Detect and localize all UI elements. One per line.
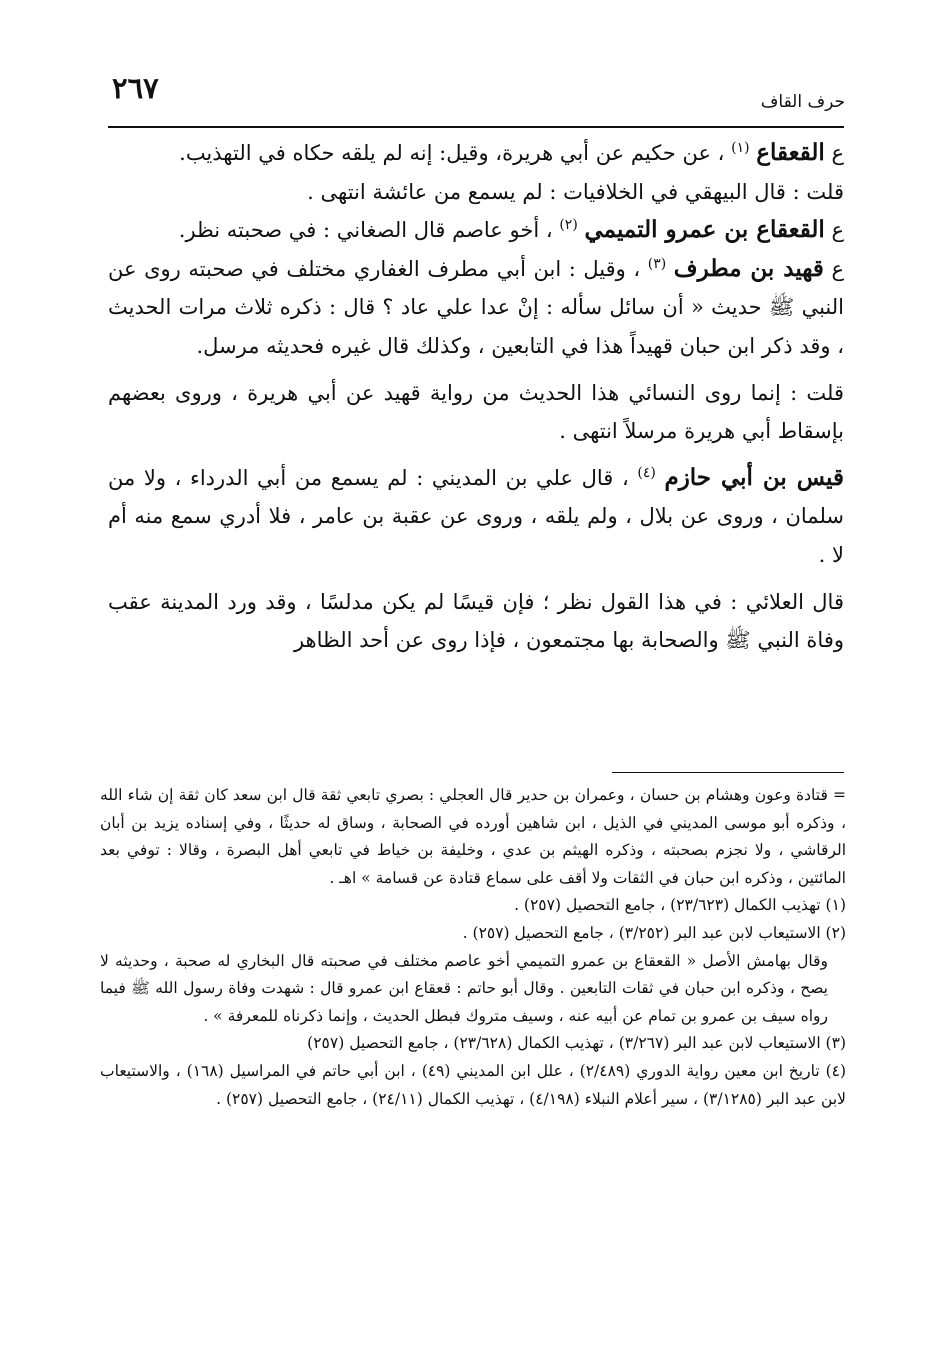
entry-paragraph	[108, 583, 844, 660]
entry-paragraph	[108, 173, 844, 212]
footnote: (٤) تاريخ ابن معين رواية الدوري (٢/٤٨٩) ، علل ابن المديني (٤٩) ، ابن أبي حاتم في المراسيل (١٦٨) ، والاستيعاب لابن عبد البر (٣/١٢٨٥) ، سير أعلام النبلاء (٤/١٩٨) ، تهذيب الكمال (٢٤/١١) ، جامع التحصيل (٢٥٧) .	[100, 1061, 847, 1108]
entry-text: ، قال علي بن المديني : لم يسمع من أبي الدرداء ، ولا من سلمان ، وروى عن بلال ، ولم يلقه ، وروى عن عقبة بن عامر ، فلا أدري سمع منه أم لا .	[108, 465, 844, 567]
footnote-ref: (٣)	[647, 255, 667, 272]
entry-paragraph	[108, 459, 844, 575]
running-header-title: حرف القاف	[760, 92, 845, 112]
footnote-rule	[612, 772, 844, 773]
header-rule	[108, 126, 844, 128]
entry-paragraph	[108, 250, 844, 366]
entry-name: القعقاع بن عمرو التميمي	[584, 216, 825, 244]
footnote: (١) تهذيب الكمال (٢٣/٦٢٣) ، جامع التحصيل (٢٥٧) .	[514, 896, 846, 915]
footnote: وقال بهامش الأصل « القعقاع بن عمرو التميمي أخو عاصم مختلف في صحبته قال البخاري له صحبة ، وحديثه لا يصح ، وذكره ابن حبان في ثقات التابعين . وقال أبو حاتم : قعقاع ابن عمرو قال : شهدت وفاة رسول الله ﷺ فيما رواه سيف بن عمرو بن تمام عن أبيه عنه ، وسيف متروك فبطل الحديث ، وإنما ذكرناه للمعرفة » .	[100, 951, 828, 1025]
entry-name: قهيد بن مطرف	[673, 254, 824, 282]
entry-name: القعقاع	[756, 139, 825, 166]
entry-marker: ع	[831, 141, 844, 165]
entry-text: قال العلائي : في هذا القول نظر ؛ فإن قيسًا لم يكن مدلسًا ، وقد ورد المدينة عقب وفاة النبي ﷺ والصحابة بها مجتمعون ، فإذا روى عن أحد الظاهر	[108, 589, 844, 653]
entry-paragraph	[108, 374, 844, 451]
main-text	[108, 134, 844, 660]
entry-name: قيس بن أبي حازم	[664, 463, 844, 491]
entry-text: قلت : إنما روى النسائي هذا الحديث من رواية قهيد عن أبي هريرة ، وروى بعضهم بإسقاط أبي هريرة مرسلاً انتهى .	[108, 380, 844, 444]
entry-paragraph	[108, 134, 844, 173]
footnote-ref: (٢)	[559, 217, 578, 234]
entry-text: ، عن حكيم عن أبي هريرة، وقيل: إنه لم يلقه حكاه في التهذيب.	[179, 141, 725, 165]
footnote-ref: (١)	[731, 140, 750, 156]
footnote: = قتادة وعون وهشام بن حسان ، وعمران بن حدير قال العجلي : بصري تابعي ثقة قال ابن سعد كان ثقة إن شاء الله ، وذكره أبو موسى المديني في الذيل ، ابن شاهين أورده في الصحابة ، وساق له حديثًا ، وفي إسناده يزيد بن أبان الرقاشي ، ولا نجزم بصحبته ، وذكره الهيثم بن عدي ، وخليفة بن خياط في تابعي أهل البصرة ، وقالا : توفي بعد المائتين ، وذكره ابن حبان في الثقات ولا أقف على سماع قتادة عن قسامة » اهـ .	[100, 786, 846, 887]
entry-text: ، أخو عاصم قال الصغاني : في صحبته نظر.	[178, 218, 553, 243]
footnote: (٢) الاستيعاب لابن عبد البر (٣/٢٥٢) ، جامع التحصيل (٢٥٧) .	[462, 923, 846, 942]
entry-paragraph	[108, 211, 844, 250]
entry-text: قلت : قال البيهقي في الخلافيات : لم يسمع من عائشة انتهى .	[307, 179, 844, 204]
entry-marker: ع	[831, 218, 844, 243]
footnote-ref: (٤)	[637, 464, 656, 481]
footnote: (٣) الاستيعاب لابن عبد البر (٣/٢٦٧) ، تهذيب الكمال (٢٣/٦٢٨) ، جامع التحصيل (٢٥٧)	[307, 1034, 846, 1053]
footnotes	[100, 782, 846, 1113]
entry-text: ، وقيل : ابن أبي مطرف الغفاري مختلف في صحبته روى عن النبي ﷺ حديث « أن سائل سأله : إنْ عدا علي عاد ؟ قال : ذكره ثلاث مرات الحديث ، وقد ذكر ابن حبان قهيداً هذا في التابعين ، وكذلك قال غيره فحديثه مرسل.	[108, 256, 844, 358]
page-number: ٢٦٧	[112, 71, 159, 105]
entry-marker: ع	[831, 256, 844, 281]
